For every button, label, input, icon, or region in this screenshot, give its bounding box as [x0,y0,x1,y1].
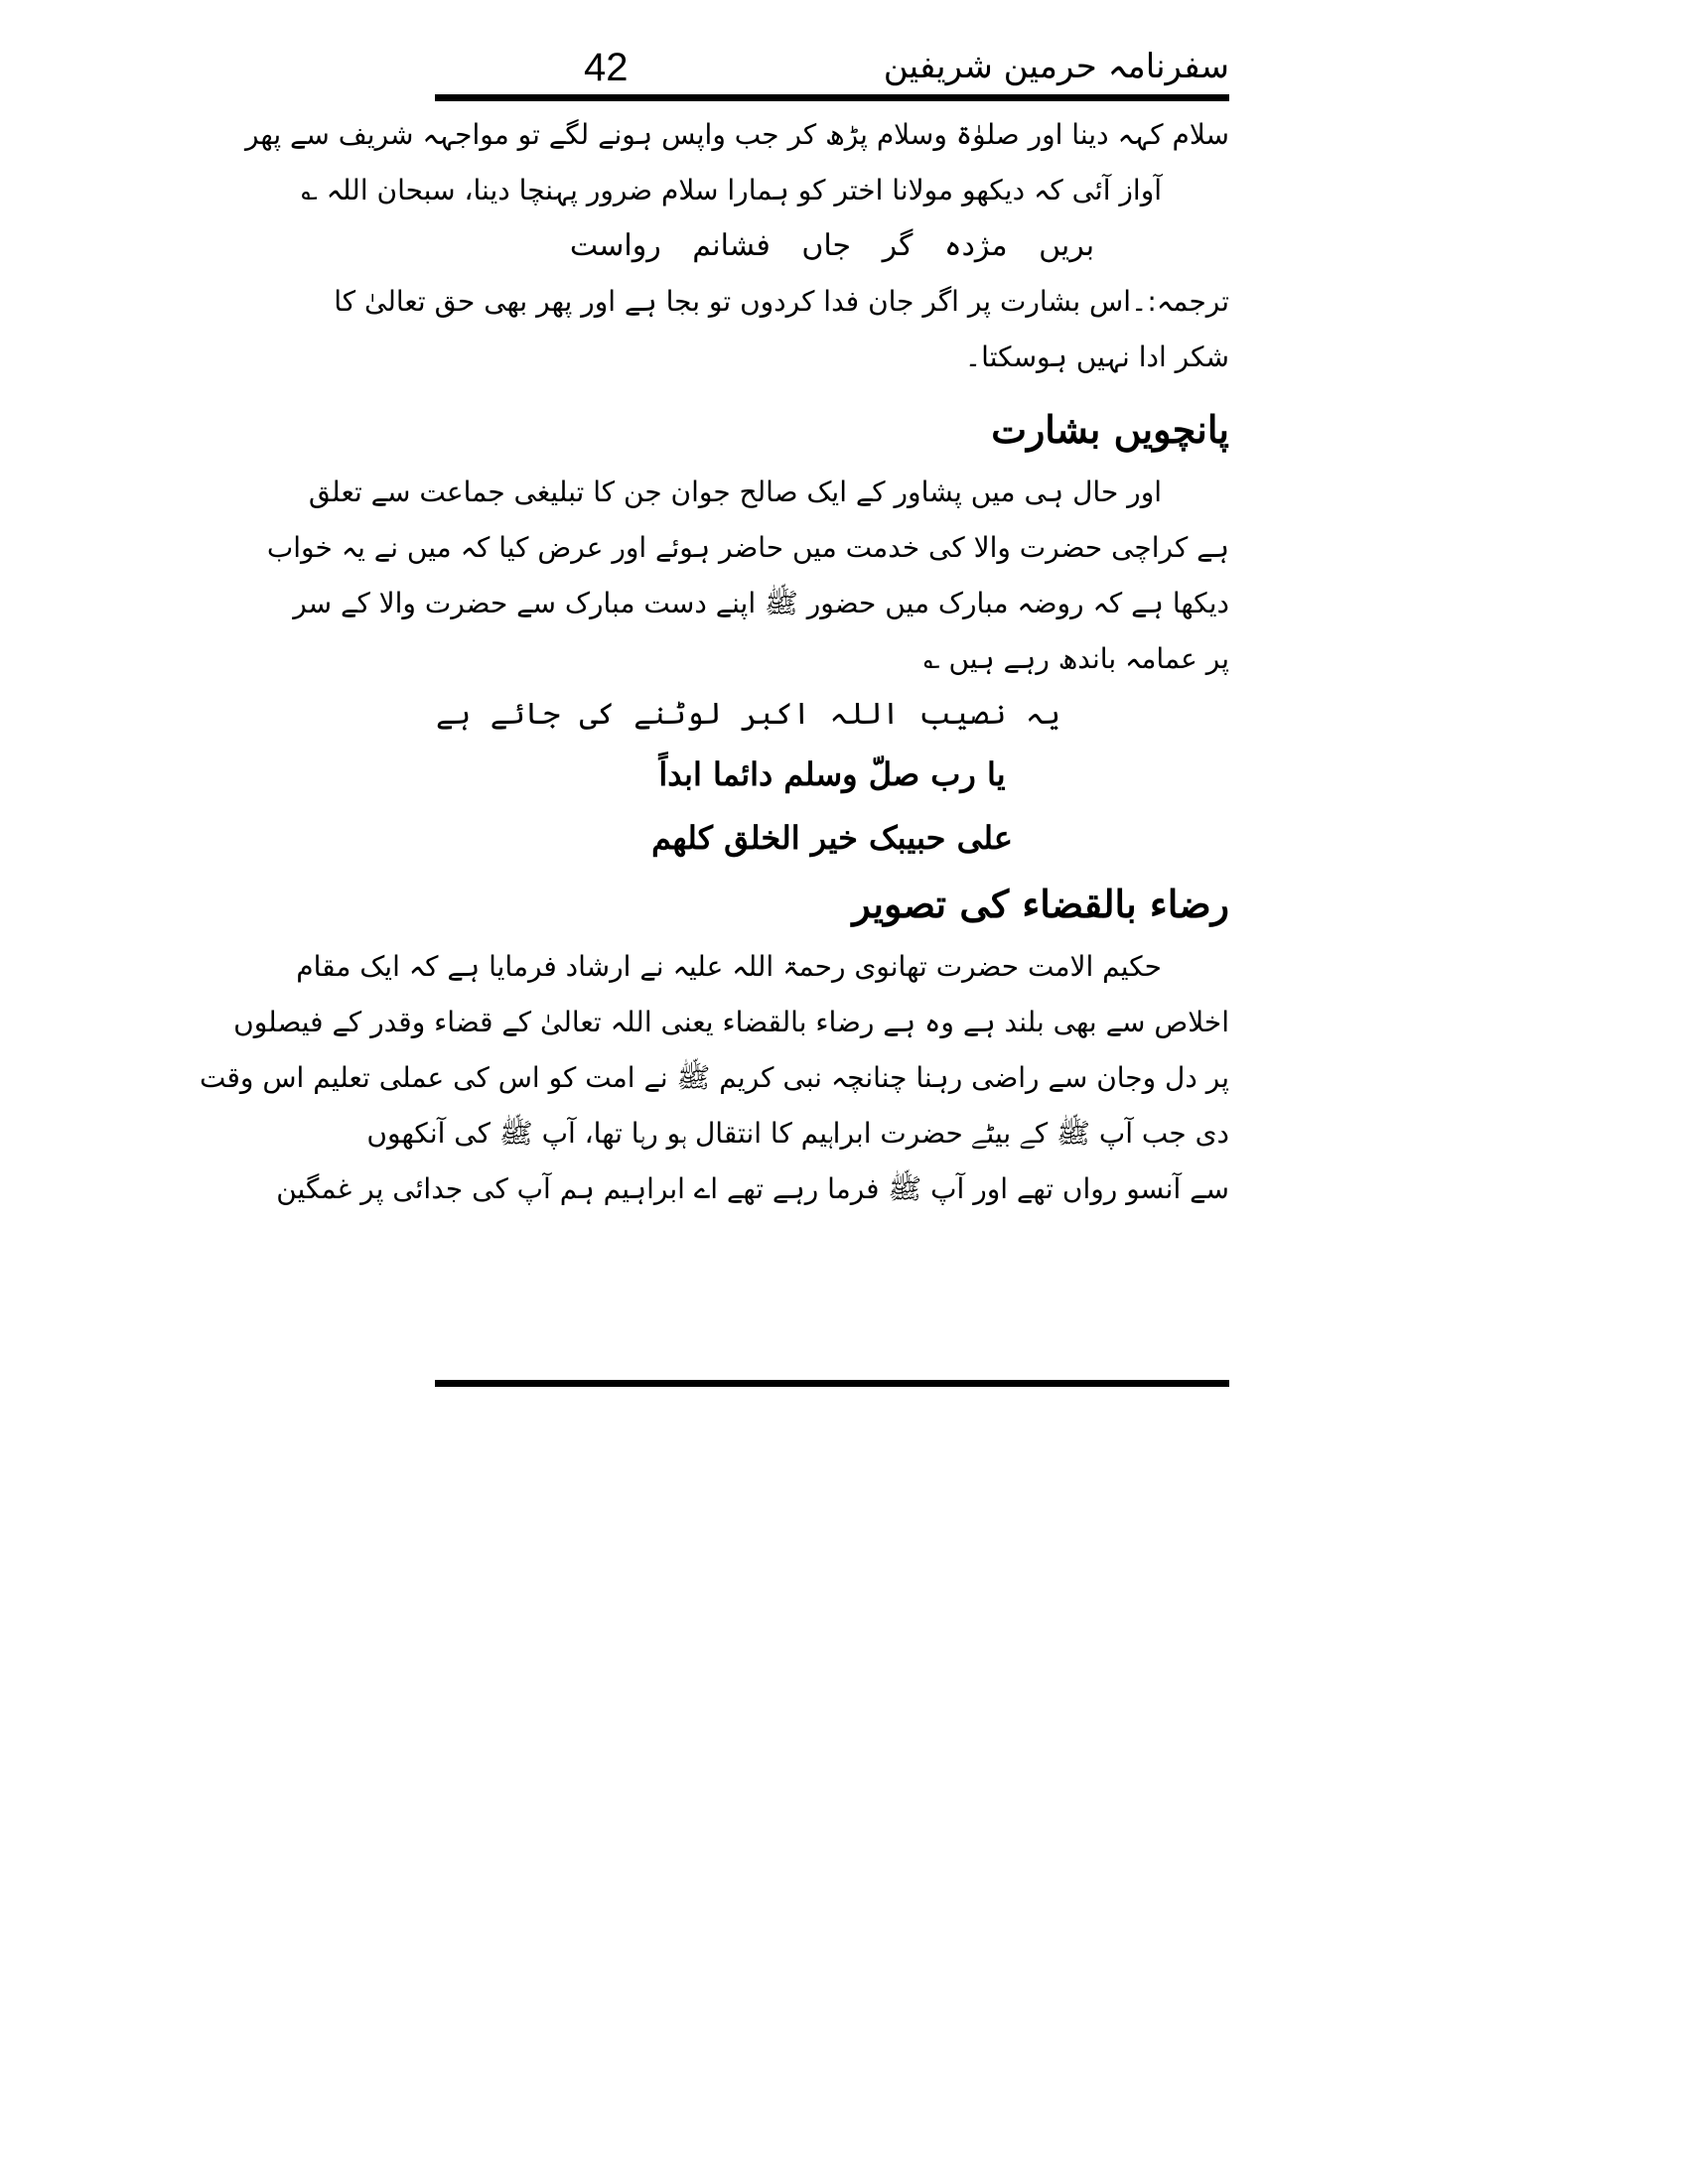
text-line: دیکھا ہے کہ روضہ مبارک میں حضور ﷺ اپنے دست مبارک سے حضرت والا کے سر [293,587,1229,619]
section-heading-fifth-glad-tiding: پانچویں بشارت [991,407,1229,452]
arabic-verse-line-1: یا رب صلّ وسلم دائما ابداً [658,755,1006,793]
paragraph-translation [334,274,1229,385]
text-line: سلام کہہ دینا اور صلوٰۃ وسلام پڑھ کر جب واپس ہونے لگے تو مواجہہ شریف سے پھر [244,118,1229,151]
text-line: دی جب آپ ﷺ کے بیٹے حضرت ابراہیم کا انتقال ہو رہا تھا، آپ ﷺ کی آنکھوں [366,1117,1229,1150]
section-heading-raza-bil-qaza: رضاء بالقضاء کی تصویر [852,882,1229,926]
paragraph-raza [200,939,1229,1217]
paragraph-dream [266,465,1229,687]
text-line: پر دل وجان سے راضی رہنا چنانچہ نبی کریم ﷺ نے امت کو اس کی عملی تعلیم اس وقت [200,1061,1229,1094]
page-header [435,40,1229,97]
text-line: اخلاص سے بھی بلند ہے وہ ہے رضاء بالقضاء یعنی اللہ تعالیٰ کے قضاء وقدر کے فیصلوں [233,1006,1229,1038]
text-line: حکیم الامت حضرت تھانوی رحمۃ اللہ علیہ نے ارشاد فرمایا ہے کہ ایک مقام [296,950,1162,983]
page-number: 42 [584,46,629,89]
text-line: ہے کراچی حضرت والا کی خدمت میں حاضر ہوئے اور عرض کیا کہ میں نے یہ خواب [266,531,1229,564]
text-line: اور حال ہی میں پشاور کے ایک صالح جوان جن کا تبلیغی جماعت سے تعلق [308,476,1162,508]
page-body [200,107,1229,1368]
text-line: سے آنسو رواں تھے اور آپ ﷺ فرما رہے تھے اے ابراہیم ہم آپ کی جدائی پر غمگین [276,1172,1229,1205]
text-line: ترجمہ:۔اس بشارت پر اگر جان فدا کردوں تو بجا ہے اور پھر بھی حق تعالیٰ کا [334,285,1229,318]
footer-rule [435,1380,1229,1387]
text-line: شکر ادا نہیں ہوسکتا۔ [964,341,1229,373]
paragraph-salam [244,107,1229,218]
arabic-verse-line-2: علی حبیبک خیر الخلق کلھم [651,819,1013,857]
text-line: آواز آئی کہ دیکھو مولانا اختر کو ہمارا سلام ضرور پہنچا دینا، سبحان اللہ ؎ [301,174,1162,206]
running-title: سفرنامہ حرمین شریفین [883,47,1229,86]
text-line: پر عمامہ باندھ رہے ہیں ؎ [923,642,1229,675]
header-rule [435,94,1229,101]
urdu-verse: یہ نصیب اللہ اکبر لوٹنے کی جائے ہے [436,697,1060,732]
persian-verse: بریں مژدہ گر جاں فشانم رواست [569,228,1095,263]
